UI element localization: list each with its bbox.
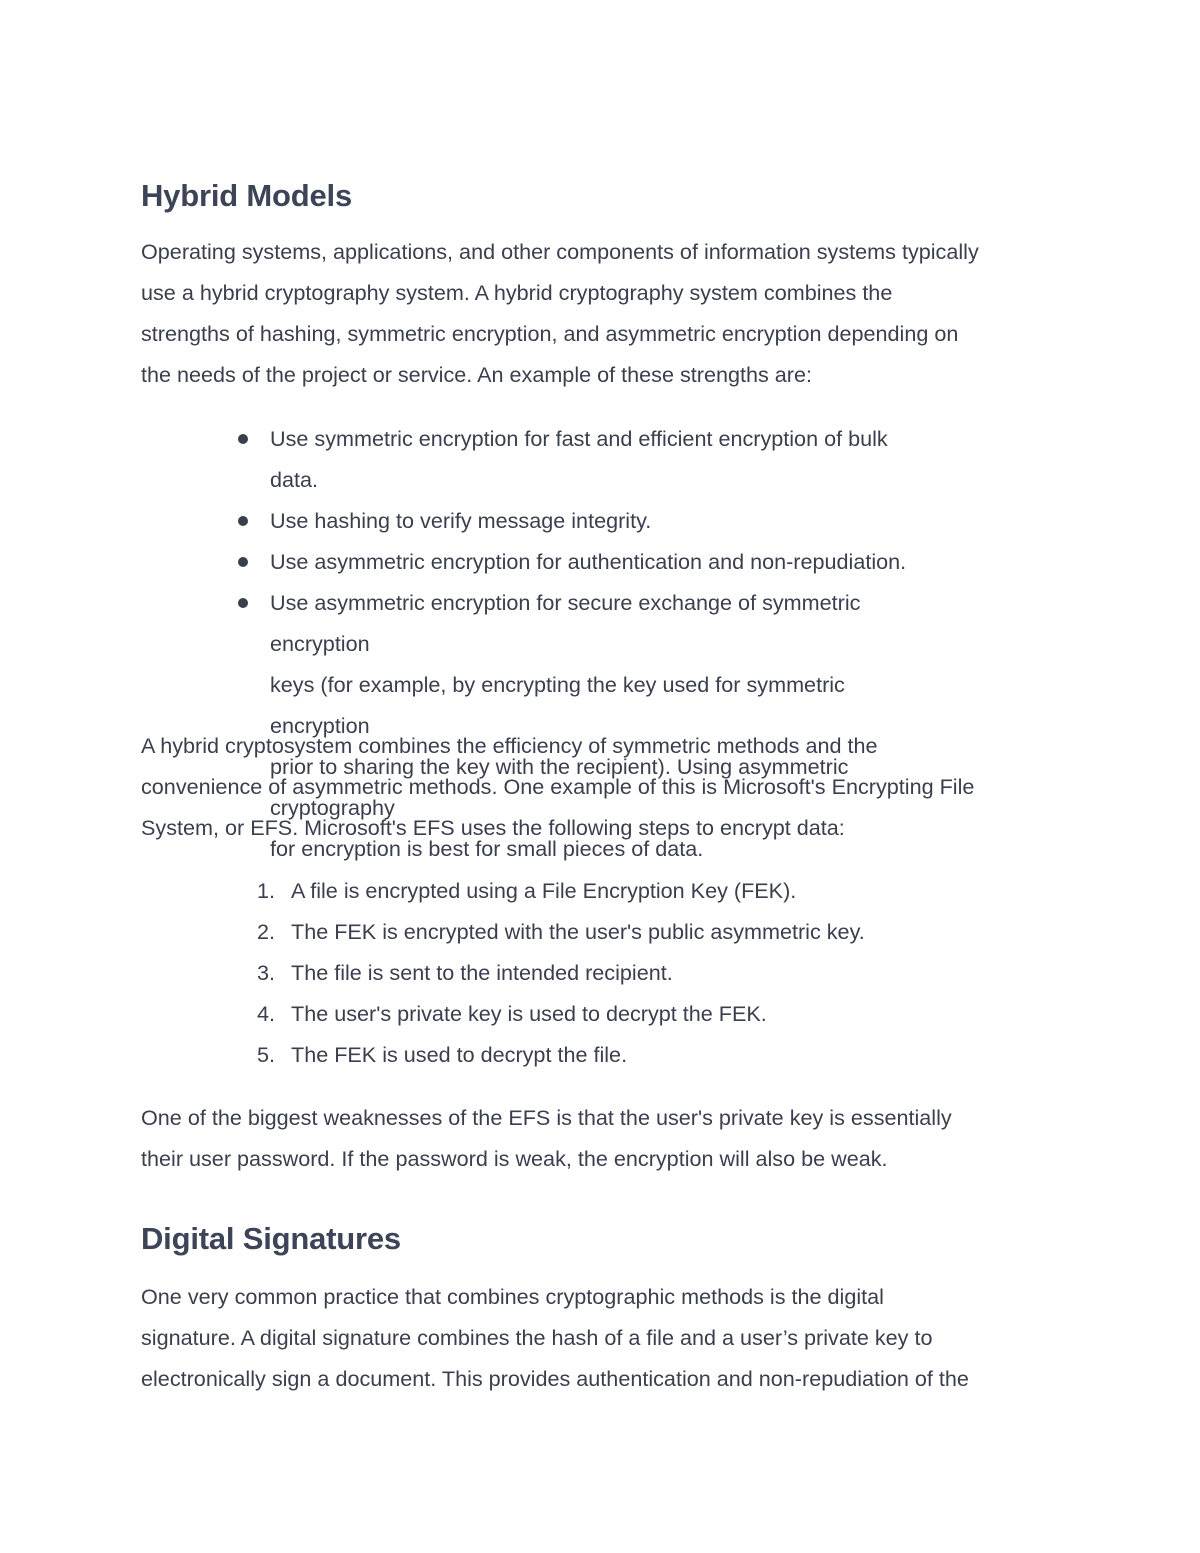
text-line: Use hashing to verify message integrity.	[270, 508, 652, 533]
step-text: The file is sent to the intended recipient.	[291, 960, 673, 985]
text-line: for encryption is best for small pieces of data.	[270, 836, 704, 861]
text-line: Operating systems, applications, and other components of information systems typically	[141, 239, 979, 264]
step-number: 1.	[257, 878, 276, 903]
list-item	[141, 500, 930, 541]
text-line: Use symmetric encryption for fast and efficient encryption of bulk data.	[270, 426, 888, 492]
text-line: Use asymmetric encryption for authentication and non-repudiation.	[270, 549, 907, 574]
bullet-icon	[238, 557, 248, 567]
step-number: 2.	[257, 919, 276, 944]
list-item	[141, 993, 991, 1034]
heading-hybrid-models: Hybrid Models	[141, 178, 352, 213]
text-line: their user password. If the password is weak, the encryption will also be weak.	[141, 1146, 888, 1171]
heading-digital-signatures: Digital Signatures	[141, 1221, 401, 1256]
list-item	[141, 541, 930, 582]
step-text: The FEK is used to decrypt the file.	[291, 1042, 628, 1067]
text-line: One of the biggest weaknesses of the EFS is that the user's private key is essentially	[141, 1105, 952, 1130]
text-line: electronically sign a document. This provides authentication and non-repudiation of the	[141, 1366, 969, 1391]
bullet-icon	[238, 434, 248, 444]
text-line: use a hybrid cryptography system. A hybrid cryptography system combines the	[141, 280, 893, 305]
step-number: 3.	[257, 960, 276, 985]
list-item	[141, 1034, 991, 1075]
efs-steps-list	[141, 870, 1061, 1075]
step-text: A file is encrypted using a File Encryption Key (FEK).	[291, 878, 797, 903]
text-line: prior to sharing the key with the recipient). Using asymmetric cryptography	[270, 754, 849, 820]
bullet-icon	[238, 598, 248, 608]
step-text: The user's private key is used to decrypt the FEK.	[291, 1001, 767, 1026]
text-line: signature. A digital signature combines the hash of a file and a user’s private key to	[141, 1325, 933, 1350]
list-item	[141, 870, 991, 911]
list-item	[141, 911, 991, 952]
paragraph-efs-intro	[141, 725, 1061, 848]
text-line: keys (for example, by encrypting the key used for symmetric encryption	[270, 672, 845, 738]
text-line: System, or EFS. Microsoft's EFS uses the following steps to encrypt data:	[141, 815, 845, 840]
list-item	[141, 952, 991, 993]
bullet-icon	[238, 516, 248, 526]
paragraph-digital-signatures	[141, 1276, 1061, 1399]
text-line: strengths of hashing, symmetric encryption, and asymmetric encryption depending on	[141, 321, 959, 346]
text-line: A hybrid cryptosystem combines the efficiency of symmetric methods and the	[141, 733, 878, 758]
text-line: convenience of asymmetric methods. One example of this is Microsoft's Encrypting File	[141, 774, 975, 799]
paragraph-hybrid-intro	[141, 231, 1061, 395]
paragraph-efs-weakness	[141, 1097, 1061, 1179]
step-number: 5.	[257, 1042, 276, 1067]
text-line: the needs of the project or service. An example of these strengths are:	[141, 362, 812, 387]
text-line: Use asymmetric encryption for secure exchange of symmetric encryption	[270, 590, 861, 656]
list-item	[141, 418, 930, 500]
text-line: One very common practice that combines cryptographic methods is the digital	[141, 1284, 884, 1309]
step-number: 4.	[257, 1001, 276, 1026]
step-text: The FEK is encrypted with the user's public asymmetric key.	[291, 919, 865, 944]
